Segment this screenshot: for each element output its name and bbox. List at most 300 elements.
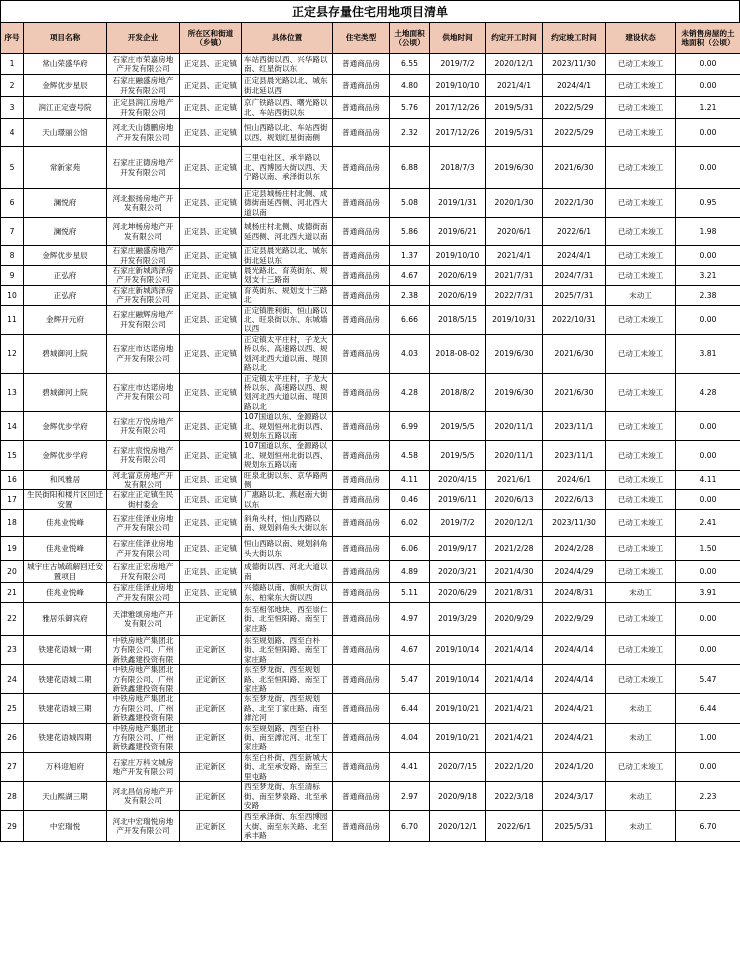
table-cell: 普通商品房: [333, 603, 390, 636]
table-cell: 已动工未竣工: [606, 510, 676, 537]
table-cell: 4.28: [390, 373, 430, 412]
table-row: [1, 694, 740, 723]
table-cell: 正定县晨光路以北、城东街北延以东: [242, 246, 333, 266]
table-cell: 石家庄融盛房地产开发有限公司: [107, 246, 180, 266]
table-cell: 河北富京房地产开发有限公司: [107, 470, 180, 490]
table-cell: 佳兆业悦峰: [24, 510, 107, 537]
table-cell: 6.55: [390, 54, 430, 75]
table-cell: 正定县、正定镇: [180, 583, 242, 603]
table-cell: 2020/12/1: [430, 811, 486, 842]
table-cell: 未动工: [606, 782, 676, 811]
table-cell: 0.00: [676, 603, 740, 636]
table-cell: 2017/12/26: [430, 119, 486, 147]
table-cell: 6.44: [676, 694, 740, 723]
table-cell: 已动工未竣工: [606, 97, 676, 119]
table-cell: 4.97: [390, 603, 430, 636]
table-cell: 4.28: [676, 373, 740, 412]
column-header: 供地时间: [430, 23, 486, 54]
table-cell: 普通商品房: [333, 561, 390, 583]
table-cell: 育英街东、规划支十三路北: [242, 285, 333, 305]
table-cell: 未动工: [606, 723, 676, 752]
table-cell: 2019/6/30: [486, 147, 543, 189]
table-cell: 9: [1, 266, 24, 286]
table-row: [1, 246, 740, 266]
table-row: [1, 470, 740, 490]
table-cell: 7: [1, 218, 24, 246]
table-cell: 2023/11/1: [543, 412, 606, 441]
table-cell: 正定县、正定镇: [180, 189, 242, 218]
table-cell: 普通商品房: [333, 119, 390, 147]
table-cell: 未动工: [606, 583, 676, 603]
table-cell: 三里屯社区、承半路以北、西博园大街以西、天宁路以南、承泽街以东: [242, 147, 333, 189]
table-cell: 14: [1, 412, 24, 441]
table-cell: 1.21: [676, 97, 740, 119]
table-cell: 普通商品房: [333, 285, 390, 305]
table-cell: 斜角头村，恒山西路以南、规划斜角头大街以东: [242, 510, 333, 537]
table-cell: 中宏瑞悦: [24, 811, 107, 842]
table-cell: 佳兆业悦峰: [24, 537, 107, 561]
table-cell: 6.66: [390, 305, 430, 334]
table-cell: 佳兆业悦峰: [24, 583, 107, 603]
table-cell: 2024/4/29: [543, 561, 606, 583]
sheet-title: 正定县存量住宅用地项目清单: [0, 0, 740, 22]
table-cell: 0.00: [676, 246, 740, 266]
table-cell: 5.76: [390, 97, 430, 119]
table-cell: 28: [1, 782, 24, 811]
table-cell: 东至规划路、西至白朴街、北至恒阳路、南至丁家庄路: [242, 636, 333, 665]
table-cell: 5.11: [390, 583, 430, 603]
table-cell: 2020/6/13: [486, 490, 543, 510]
table-cell: 正定县、正定镇: [180, 490, 242, 510]
table-cell: 旺泉北街以东、京华路两侧: [242, 470, 333, 490]
table-cell: 普通商品房: [333, 441, 390, 470]
table-cell: 普通商品房: [333, 75, 390, 97]
table-cell: 石家庄佳泽业房地产开发有限公司: [107, 583, 180, 603]
table-cell: 0.00: [676, 752, 740, 781]
table-cell: 普通商品房: [333, 246, 390, 266]
table-cell: 普通商品房: [333, 723, 390, 752]
table-cell: 2018-08-02: [430, 334, 486, 373]
column-header: 约定开工时间: [486, 23, 543, 54]
table-cell: 普通商品房: [333, 189, 390, 218]
table-cell: 2022/9/29: [543, 603, 606, 636]
table-cell: 2022/6/13: [543, 490, 606, 510]
table-cell: 2024/4/14: [543, 665, 606, 694]
table-cell: 1.00: [676, 723, 740, 752]
table-cell: 石家庄市达诺房地产开发有限公司: [107, 373, 180, 412]
table-cell: 5.86: [390, 218, 430, 246]
table-cell: 2020/6/19: [430, 285, 486, 305]
column-header: 建设状态: [606, 23, 676, 54]
table-cell: 22: [1, 603, 24, 636]
table-cell: 0.00: [676, 305, 740, 334]
table-cell: 13: [1, 373, 24, 412]
table-cell: 11: [1, 305, 24, 334]
table-cell: 中铁房地产集团北方有限公司、广州新铁鑫建投资有限: [107, 636, 180, 665]
table-cell: 已动工未竣工: [606, 334, 676, 373]
table-row: [1, 54, 740, 75]
table-cell: 2021/6/1: [486, 470, 543, 490]
table-cell: 27: [1, 752, 24, 781]
column-header: 未销售房屋的土地面积（公顷）: [676, 23, 740, 54]
table-cell: 兴德路以南、旗帜大街以东、柏棠东大街以西: [242, 583, 333, 603]
table-cell: 石家庄万悦房地产开发有限公司: [107, 412, 180, 441]
table-cell: 普通商品房: [333, 490, 390, 510]
table-cell: 2.32: [390, 119, 430, 147]
table-cell: 2019/6/11: [430, 490, 486, 510]
table-cell: 正定镇太平庄村，子龙大桥以东、高速路以西、规划河北西大道以南、堤顶路以北: [242, 334, 333, 373]
table-cell: 已动工未竣工: [606, 266, 676, 286]
table-cell: 正定新区: [180, 811, 242, 842]
table-cell: 25: [1, 694, 24, 723]
table-cell: 6.06: [390, 537, 430, 561]
table-row: [1, 119, 740, 147]
table-row: [1, 285, 740, 305]
table-cell: 已动工未竣工: [606, 218, 676, 246]
table-cell: 碧城御河上院: [24, 334, 107, 373]
table-cell: 15: [1, 441, 24, 470]
table-cell: 2020/9/18: [430, 782, 486, 811]
table-cell: 2020/7/15: [430, 752, 486, 781]
table-row: [1, 811, 740, 842]
table-cell: 2021/4/1: [486, 246, 543, 266]
table-cell: 2.38: [390, 285, 430, 305]
table-cell: 中铁房地产集团北方有限公司、广州新铁鑫建投资有限: [107, 694, 180, 723]
table-cell: 正定县、正定镇: [180, 373, 242, 412]
table-cell: 石家庄融盛房地产开发有限公司: [107, 75, 180, 97]
table-cell: 天津雅颂房地产开发有限公司: [107, 603, 180, 636]
table-cell: 4.04: [390, 723, 430, 752]
table-cell: 2017/12/26: [430, 97, 486, 119]
table-cell: 石家庄佳泽业房地产开发有限公司: [107, 537, 180, 561]
table-cell: 8: [1, 246, 24, 266]
table-cell: 2020/6/1: [486, 218, 543, 246]
table-cell: 京广铁路以西、曙光路以北、车站西街以东: [242, 97, 333, 119]
table-cell: 普通商品房: [333, 412, 390, 441]
table-cell: 未动工: [606, 811, 676, 842]
table-cell: 石家庄融辉房地产开发有限公司: [107, 305, 180, 334]
table-cell: 4.03: [390, 334, 430, 373]
table-cell: 2022/6/1: [486, 811, 543, 842]
table-cell: 1.50: [676, 537, 740, 561]
table-cell: 正定新区: [180, 723, 242, 752]
table-cell: 正定县、正定镇: [180, 266, 242, 286]
table-cell: 2022/10/31: [543, 305, 606, 334]
table-cell: 正定县、正定镇: [180, 119, 242, 147]
table-cell: 2023/11/1: [543, 441, 606, 470]
header-row: [1, 23, 740, 54]
table-cell: 普通商品房: [333, 305, 390, 334]
table-cell: 西至承泽街、东至西博园大街、南至东关路、北至承丰路: [242, 811, 333, 842]
table-cell: 2019/6/30: [486, 373, 543, 412]
table-cell: 2022/7/31: [486, 285, 543, 305]
table-cell: 金辉开元府: [24, 305, 107, 334]
table-cell: 金辉优步星辰: [24, 246, 107, 266]
table-cell: 5: [1, 147, 24, 189]
table-cell: 2024/3/17: [543, 782, 606, 811]
table-cell: 24: [1, 665, 24, 694]
table-cell: 2018/8/2: [430, 373, 486, 412]
table-cell: 中铁房地产集团北方有限公司、广州新铁鑫建投资有限: [107, 665, 180, 694]
table-cell: 石家庄佳泽业房地产开发有限公司: [107, 510, 180, 537]
table-cell: 普通商品房: [333, 373, 390, 412]
table-cell: 已动工未竣工: [606, 603, 676, 636]
table-body: [1, 54, 740, 842]
table-cell: 已动工未竣工: [606, 490, 676, 510]
table-cell: 普通商品房: [333, 266, 390, 286]
table-cell: 普通商品房: [333, 470, 390, 490]
column-header: 开发企业: [107, 23, 180, 54]
table-cell: 正定县城杨庄村北侧、成德街南延西侧、河北西大道以南: [242, 189, 333, 218]
table-cell: 晨光路北、育英街东、规划支十三路南: [242, 266, 333, 286]
table-row: [1, 266, 740, 286]
table-cell: 河北昌信房地产开发有限公司: [107, 782, 180, 811]
table-cell: 正定新区: [180, 694, 242, 723]
table-cell: 2020/9/29: [486, 603, 543, 636]
table-cell: 2023/11/30: [543, 54, 606, 75]
table-cell: 23: [1, 636, 24, 665]
table-cell: 2022/3/18: [486, 782, 543, 811]
table-cell: 正定新区: [180, 665, 242, 694]
table-cell: 东至梦龙街、西至规划路、北至恒阳路、南至丁家庄路: [242, 665, 333, 694]
table-cell: 4.67: [390, 266, 430, 286]
column-header: 项目名称: [24, 23, 107, 54]
table-cell: 0.00: [676, 54, 740, 75]
table-cell: 2023/11/30: [543, 510, 606, 537]
table-cell: 20: [1, 561, 24, 583]
table-row: [1, 412, 740, 441]
table-cell: 21: [1, 583, 24, 603]
table-cell: 2019/3/29: [430, 603, 486, 636]
table-cell: 铁建花语城一期: [24, 636, 107, 665]
table-cell: 东至规划路、西至白朴街、南至滹沱河、北至丁家庄路: [242, 723, 333, 752]
table-cell: 和风雅居: [24, 470, 107, 490]
table-cell: 已动工未竣工: [606, 75, 676, 97]
table-cell: 2021/4/21: [486, 723, 543, 752]
table-cell: 普通商品房: [333, 510, 390, 537]
table-cell: 4.58: [390, 441, 430, 470]
table-cell: 6.70: [676, 811, 740, 842]
table-cell: 2020/12/1: [486, 54, 543, 75]
table-cell: 普通商品房: [333, 218, 390, 246]
table-cell: 19: [1, 537, 24, 561]
table-cell: 普通商品房: [333, 334, 390, 373]
table-cell: 2019/9/17: [430, 537, 486, 561]
table-cell: 2018/7/3: [430, 147, 486, 189]
table-cell: 107国道以东、金源路以北、规划恒州北街以西、规划东五路以南: [242, 441, 333, 470]
table-cell: 已动工未竣工: [606, 119, 676, 147]
table-cell: 2.97: [390, 782, 430, 811]
table-cell: 2021/4/21: [486, 694, 543, 723]
table-cell: 2020/4/15: [430, 470, 486, 490]
table-cell: 12: [1, 334, 24, 373]
table-row: [1, 373, 740, 412]
table-cell: 普通商品房: [333, 583, 390, 603]
table-cell: 正定县、正定镇: [180, 305, 242, 334]
table-cell: 中铁房地产集团北方有限公司、广州新铁鑫建投资有限: [107, 723, 180, 752]
table-cell: 正定县、正定镇: [180, 334, 242, 373]
table-cell: 2019/5/31: [486, 119, 543, 147]
table-cell: 铁建花语城四期: [24, 723, 107, 752]
table-cell: 6.02: [390, 510, 430, 537]
table-cell: 4.41: [390, 752, 430, 781]
table-cell: 2021/2/28: [486, 537, 543, 561]
table-cell: 已动工未竣工: [606, 665, 676, 694]
table-cell: 东至白朴街、西至新城大街、北至承安路、南至三里屯路: [242, 752, 333, 781]
column-header: 序号: [1, 23, 24, 54]
table-cell: 正定县、正定镇: [180, 561, 242, 583]
table-cell: 2019/10/31: [486, 305, 543, 334]
table-cell: 2022/1/20: [486, 752, 543, 781]
table-row: [1, 510, 740, 537]
table-cell: 正定县、正定镇: [180, 147, 242, 189]
table-row: [1, 752, 740, 781]
table-cell: 普通商品房: [333, 665, 390, 694]
table-cell: 2021/4/30: [486, 561, 543, 583]
table-cell: 0.95: [676, 189, 740, 218]
table-cell: 雅居乐御宾府: [24, 603, 107, 636]
table-cell: 车站西街以西、兴华路以南、红星街以东: [242, 54, 333, 75]
table-cell: 2019/5/5: [430, 441, 486, 470]
table-cell: 石家庄新城鸿泽房产开发有限公司: [107, 285, 180, 305]
table-cell: 2019/10/10: [430, 75, 486, 97]
column-header: 具体位置: [242, 23, 333, 54]
table-cell: 2: [1, 75, 24, 97]
table-cell: 6.99: [390, 412, 430, 441]
table-cell: 正定县、正定镇: [180, 54, 242, 75]
table-cell: 石家庄市荣嘉房地产开发有限公司: [107, 54, 180, 75]
table-cell: 河北中宏瑞悦房地产开发有限公司: [107, 811, 180, 842]
table-cell: 2019/5/5: [430, 412, 486, 441]
table-row: [1, 490, 740, 510]
table-cell: 万科迎旭府: [24, 752, 107, 781]
table-cell: 1.37: [390, 246, 430, 266]
table-cell: 2024/8/31: [543, 583, 606, 603]
table-row: [1, 334, 740, 373]
table-cell: 0.46: [390, 490, 430, 510]
table-cell: 2021/6/30: [543, 373, 606, 412]
table-cell: 2020/6/29: [430, 583, 486, 603]
table-cell: 广惠路以北、燕赵南大街以东: [242, 490, 333, 510]
table-cell: 2021/4/14: [486, 665, 543, 694]
table-cell: 6.70: [390, 811, 430, 842]
table-cell: 2021/8/31: [486, 583, 543, 603]
table-cell: 3: [1, 97, 24, 119]
table-cell: 26: [1, 723, 24, 752]
table-cell: 恒山西路以北、车站西街以西、规划红星街南侧: [242, 119, 333, 147]
table-cell: 2019/10/14: [430, 636, 486, 665]
table-cell: 普通商品房: [333, 54, 390, 75]
table-cell: 已动工未竣工: [606, 470, 676, 490]
table-cell: 2020/11/1: [486, 412, 543, 441]
table-cell: 已动工未竣工: [606, 373, 676, 412]
table-cell: 2021/6/30: [543, 147, 606, 189]
table-cell: 2022/5/29: [543, 97, 606, 119]
table-cell: 2019/10/21: [430, 723, 486, 752]
table-row: [1, 665, 740, 694]
table-cell: 正定县、正定镇: [180, 285, 242, 305]
table-cell: 石家庄新城鸿泽房产开发有限公司: [107, 266, 180, 286]
table-cell: 已动工未竣工: [606, 147, 676, 189]
table-cell: 4: [1, 119, 24, 147]
table-cell: 0.00: [676, 441, 740, 470]
table-cell: 2024/4/21: [543, 723, 606, 752]
table-cell: 18: [1, 510, 24, 537]
table-cell: 1: [1, 54, 24, 75]
table-cell: 2020/12/1: [486, 510, 543, 537]
table-cell: 润江正定壹号院: [24, 97, 107, 119]
table-cell: 城宇庄古城疏解回迁安置项目: [24, 561, 107, 583]
table-cell: 城杨庄村北侧、成德街南延西侧、河北西大道以南: [242, 218, 333, 246]
table-cell: 正定新区: [180, 752, 242, 781]
column-header: 约定竣工时间: [543, 23, 606, 54]
table-row: [1, 636, 740, 665]
table-cell: 石家庄正定镇生民街村委会: [107, 490, 180, 510]
table-cell: 2020/1/30: [486, 189, 543, 218]
table-cell: 2019/5/31: [486, 97, 543, 119]
column-header: 住宅类型: [333, 23, 390, 54]
table-cell: 2022/5/29: [543, 119, 606, 147]
table-cell: 2024/1/20: [543, 752, 606, 781]
table-cell: 河北坤杨房地产开发有限公司: [107, 218, 180, 246]
table-cell: 0.00: [676, 147, 740, 189]
table-cell: 2019/7/2: [430, 510, 486, 537]
table-cell: 正定县、正定镇: [180, 510, 242, 537]
table-cell: 107国道以东、金源路以北、规划恒州北街以西、规划东五路以南: [242, 412, 333, 441]
table-cell: 2024/4/1: [543, 75, 606, 97]
table-cell: 4.11: [390, 470, 430, 490]
table-cell: 2021/4/1: [486, 75, 543, 97]
table-cell: 2.23: [676, 782, 740, 811]
table-cell: 正定镇太平庄村，子龙大桥以东、高速路以西、规划河北西大道以南、堤顶路以北: [242, 373, 333, 412]
table-cell: 已动工未竣工: [606, 305, 676, 334]
table-cell: 2024/4/14: [543, 636, 606, 665]
table-cell: 河北振扬房地产开发有限公司: [107, 189, 180, 218]
table-cell: 5.47: [390, 665, 430, 694]
table-cell: 正定新区: [180, 603, 242, 636]
table-cell: 已动工未竣工: [606, 189, 676, 218]
table-cell: 2018/5/15: [430, 305, 486, 334]
table-cell: 澜悦府: [24, 218, 107, 246]
table-cell: 正定县晨光路以北、城东街北延以西: [242, 75, 333, 97]
table-cell: 2.38: [676, 285, 740, 305]
table-cell: 2025/5/31: [543, 811, 606, 842]
table-cell: 正弘府: [24, 266, 107, 286]
table-cell: 金辉优步学府: [24, 441, 107, 470]
table-cell: 正定县、正定镇: [180, 441, 242, 470]
table-cell: 恒山西路以南、规划斜角头大街以东: [242, 537, 333, 561]
table-cell: 2024/4/1: [543, 246, 606, 266]
table-cell: 2020/6/19: [430, 266, 486, 286]
table-cell: 金辉优步星辰: [24, 75, 107, 97]
table-row: [1, 561, 740, 583]
table-cell: 已动工未竣工: [606, 412, 676, 441]
table-cell: 29: [1, 811, 24, 842]
table-cell: 0.00: [676, 561, 740, 583]
table-cell: 2022/1/30: [543, 189, 606, 218]
table-cell: 已动工未竣工: [606, 752, 676, 781]
table-row: [1, 441, 740, 470]
table-cell: 正定县、正定镇: [180, 218, 242, 246]
table-row: [1, 583, 740, 603]
table-cell: 3.81: [676, 334, 740, 373]
table-cell: 石家庄万科文城房地产开发有限公司: [107, 752, 180, 781]
table-cell: 2019/6/30: [486, 334, 543, 373]
land-table: [0, 22, 740, 842]
table-cell: 普通商品房: [333, 811, 390, 842]
table-row: [1, 537, 740, 561]
table-cell: 6.88: [390, 147, 430, 189]
